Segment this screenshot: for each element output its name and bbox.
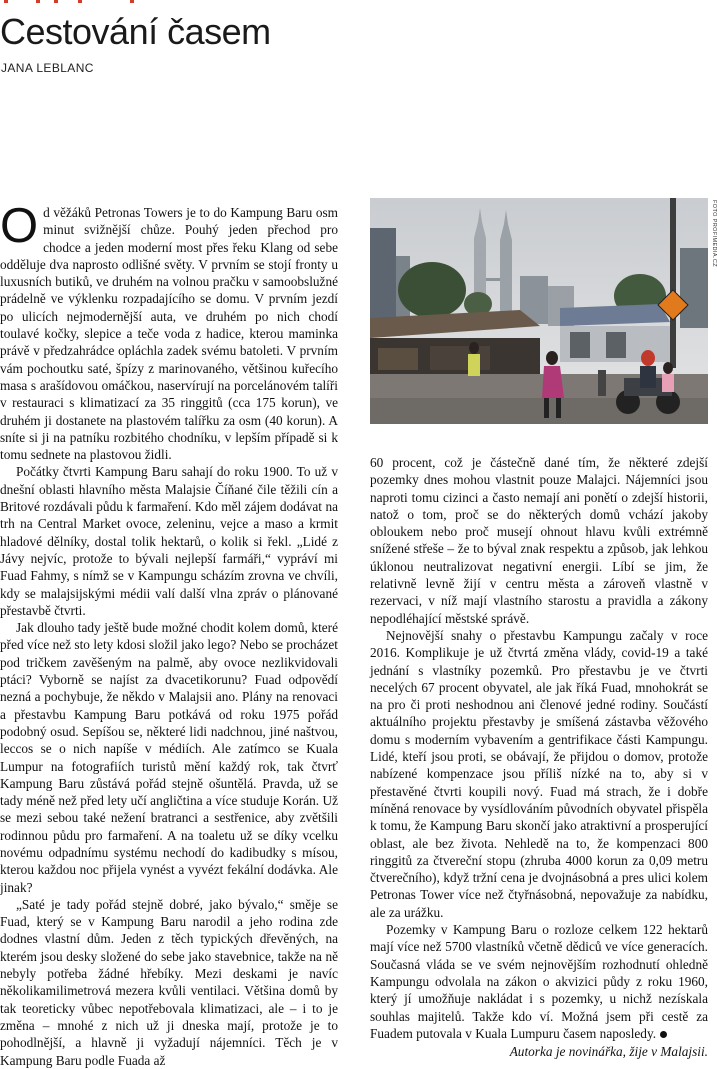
article-paragraph: 60 procent, což je částečně dané tím, že některé zdejší pozemky dnes mohou vlastnit pouze Malajci. Nájemníci jsou naproti tomu cizinci a často nemají ani ponětí o zdejší historii, natož o tom, proč se do některých domů vchází jakoby obloukem nebo proč musejí ohnout hlavu kvůli extrémně snížené střeše – že to býval znak respektu a způsob, jak lehkou úklonou neutralizovat negativní energii. Líbí se jim, že relativně levně žijí v centru města a zároveň vlastně v rezervaci, v níž mají vlastního starostu a pravidla a zákony nepodléhající městské správě. <box>370 455 708 626</box>
drop-cap: O <box>0 199 39 253</box>
kampung-baru-street-photo <box>370 198 708 424</box>
article-paragraph: Pozemky v Kampung Baru o rozloze celkem 122 hektarů mají více než 5700 vlastníků včetně dědiců ve více generacích. Současná vláda se ve svém nejnovějším rozhodnutí ohledně Kampungu odvolala na zákon o akvizici půdy z roku 1960, který jí umožňuje nakládat i s pozemky, u nichž nezískala souhlas majitelů. Takže kdo ví. Možná jsem při cestě za Fuadem putovala v Kuala Lumpuru časem naposledy. <box>370 922 708 1041</box>
article-paragraph: Počátky čtvrti Kampung Baru sahají do roku 1900. To už v dnešní oblasti hlavního města Malajsie Číňané čile těžili cín a Britové rozdávali půdu k farmaření. Kdo měl zájem dodávat na trh na Central Market ovoce, zeleninu, vejce a maso a krmit hladové dělníky, dostal tolik hektarů, o kolik si řekl. „Lidé z Jávy nejvíc, protože to bývali nejlepší farmáři,“ vypráví mi Fuad Fahmy, s nímž se v Kampungu scházím zrovna ve chvíli, kdy se malajsijskými médii valí další vlna zpráv o plánované přestavbě čtvrti. <box>0 464 338 618</box>
photo-credit: FOTO PROFIMEDIA.CZ <box>711 200 717 267</box>
article-paragraph: Nejnovější snahy o přestavbu Kampungu začaly v roce 2016. Komplikuje je už čtvrtá změna vlády, covid-19 a také jednání s vlastníky pozemků. Pro přestavbu je ve čtvrti necelých 67 procent obyvatel, ale jak říká Fuad, mnohokrát se na pro či proti neshodnou ani členové jedné rodiny. Součástí aktuálního projektu přestavby je smíšená zástavba věžového domu s moderním vybavením a gentrifikace části Kampungu. Lidé, kteří jsou proti, se obávají, že přijdou o domov, protože nabízené kompenzace jsou příliš nízké na to, aby si v přestavěné čtvrti koupili nový. Fuad má strach, že i dobře míněná renovace by vysídlováním původních obyvatel přispěla k tomu, že Kampung Baru skončí jako atraktivní a prosperující oblast, ale bez života. Nehledě na to, že kompenzaci 800 ringgitů za čtvereční stopu (zhruba 4000 korun za 0,09 metru čtverečního), když tržní cena je dvojnásobná a pres ulici kolem Petronas Tower více než čtyřnásobná, nepovažuje za nabídku, ale za urážku. <box>370 627 708 920</box>
article-paragraph: „Saté je tady pořád stejně dobré, jako bývalo,“ směje se Fuad, který se v Kampung Baru narodil a jeho rodina zde dodnes vlastní dům. Jeden z těch typických dřevěných, na kterém jsou desky složené do sebe jako stavebnice, takže na ně nebyly potřeba žádné hřebíky. Mezi deskami je navíc několikamilimetrová mezera kvůli ventilaci. Většina domů by tak teoreticky vůbec nepotřebovala klimatizaci, ale – i to je změna – mnohé z nich už ji dneska mají, protože je to pohodlnější, a hlavně ji vyžadují nájemníci. Těch je v Kampung Baru podle Fuada až <box>0 896 338 1068</box>
article-photo <box>370 198 708 424</box>
author-note: Autorka je novinářka, žije v Malajsii. <box>509 1044 708 1060</box>
article-author: JANA LEBLANC <box>1 61 94 75</box>
article-paragraph: Jak dlouho tady ještě bude možné chodit kolem domů, které před více než sto lety kdosi složil jako lego? Nebo se procházet pod tričkem zavěšeným na palmě, aby ovoce nezlikvidovali ptáci? Vyborně se najíst za dvacetikorunu? Fuad odpovědí nezná a pochybuje, že někdo v Malajsii ano. Plány na renovaci a přestavbu Kampung Baru potkává od roku 1975 pořád podobný osud. Sepíšou se, některé lidi nadchnou, jiné naštvou, leccos se o nich napíše v médiích. Ale zatímco se Kuala Lumpur na fotografiích turistů mění každý rok, tak čtvrť Kampung Baru zůstává pořád stejně ošuntělá. Pravda, už se tady méně než před lety učí angličtina a více studuje Korán. Už se mezi sebou také nežení bratranci a sestřenice, aby zvětšili rodinnou půdu pro farmaření. A na toaletu už se díky vcelku novému odpadnímu systému nechodí do kadibudky s mísou, kterou každou noc přijela vynést a vyvézt fekální dodávka. Ale jinak? <box>0 620 338 895</box>
text-column-right <box>370 454 708 1060</box>
end-of-article-mark <box>660 1031 667 1038</box>
text-column-left <box>0 199 338 1068</box>
article-paragraph: Od věžáků Petronas Towers je to do Kampung Baru osm minut svižnější chůze. Pouhý jeden přechod pro chodce a jeden moderní most přes řeku Klang od sebe odděluje dva naprosto odlišné světy. V prvním se stojí fronty u luxusních butiků, ve druhém na volnou pračku v samoobslužné prádelně ve výklenku rozpadajícího se domu. V prvním jezdí po ulicích nejmodernější auta, ve druhém po nich chodí toulavé kočky, slepice a teče voda z hadice, kterou maminka právě v předzahrádce opláchla zadek svému batoleti. V prvním vám pochoutku saté, špízy z marinovaného, většinou kuřecího masa s arašídovou omáčkou, naservírují na porcelánovém talíři v restauraci s klimatizací za 35 ringgitů (cca 175 korun), ve druhém ji dostanete na plastovém talířku za osm (40 korun). A sníte si ji na patníku rozbitého chodníku, v lepším případě si k tomu sednete na plastovou židli. <box>0 199 338 463</box>
article-title: Cestování časem <box>0 11 271 52</box>
top-accent-rule <box>0 0 150 4</box>
